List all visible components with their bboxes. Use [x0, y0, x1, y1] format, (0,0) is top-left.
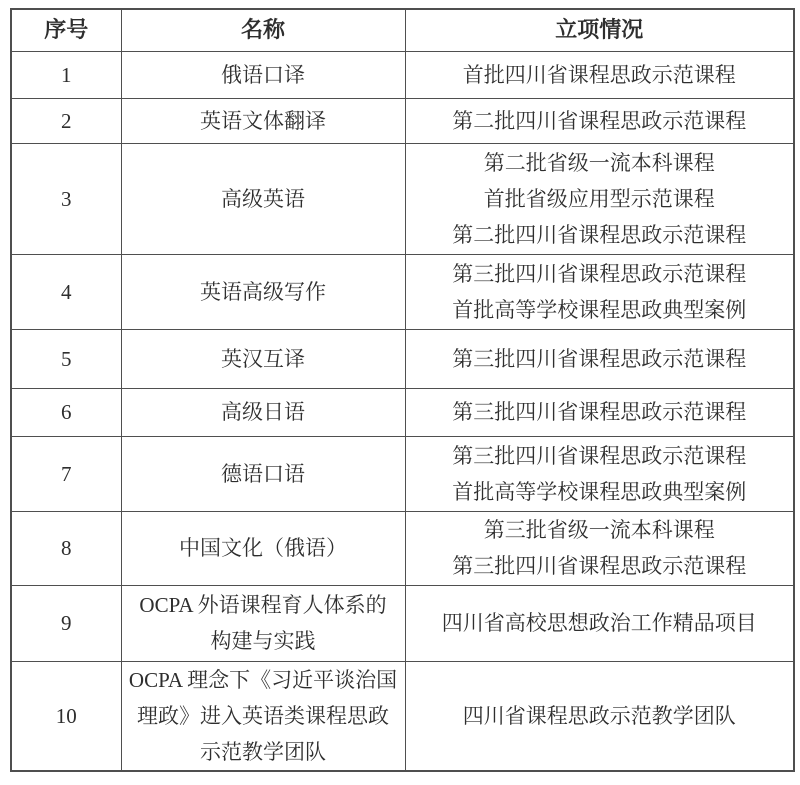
cell-status — [405, 51, 794, 98]
cell-name — [121, 98, 405, 143]
cell-no — [11, 51, 121, 98]
cell-no — [11, 329, 121, 388]
cell-text: 中国文化（俄语） — [179, 536, 347, 560]
cell-text: 首批高等学校课程思政典型案例 — [452, 479, 747, 504]
table-row — [11, 388, 794, 436]
table-row — [11, 98, 794, 143]
cell-text: 第三批四川省课程思政示范课程 — [452, 400, 747, 424]
cell-no — [11, 388, 121, 436]
header-status: 立项情况 — [405, 9, 794, 51]
cell-name — [121, 51, 405, 98]
cell-text: 四川省课程思政示范教学团队 — [462, 703, 736, 728]
cell-text: 1 — [61, 62, 72, 87]
table-row — [11, 436, 794, 511]
cell-status — [405, 511, 794, 585]
cell-text: 第三批四川省课程思政示范课程 — [452, 261, 747, 286]
cell-status — [405, 143, 794, 254]
cell-text: 第三批省级一流本科课程 — [483, 518, 715, 542]
cell-status — [405, 329, 794, 388]
cell-no — [11, 436, 121, 511]
cell-text: 2 — [61, 108, 72, 133]
table-row — [11, 585, 794, 661]
cell-no — [11, 585, 121, 661]
cell-status — [405, 436, 794, 511]
cell-text: 俄语口译 — [221, 62, 305, 87]
cell-name — [121, 661, 405, 771]
cell-text: 3 — [61, 186, 72, 211]
cell-text: 第三批四川省课程思政示范课程 — [452, 346, 747, 371]
cell-name — [121, 329, 405, 388]
table-row — [11, 51, 794, 98]
table-row — [11, 143, 794, 254]
cell-text: 7 — [61, 461, 72, 486]
cell-name — [121, 511, 405, 585]
cell-status — [405, 661, 794, 771]
table-row — [11, 329, 794, 388]
cell-text: 构建与实践 — [210, 629, 316, 653]
cell-name — [121, 143, 405, 254]
cell-text: 8 — [61, 536, 72, 560]
cell-text: 高级日语 — [221, 400, 305, 424]
cell-text: 第二批四川省课程思政示范课程 — [452, 108, 747, 133]
cell-status — [405, 254, 794, 329]
cell-name — [121, 585, 405, 661]
cell-no — [11, 98, 121, 143]
cell-text: OCPA 理念下《习近平谈治国 — [128, 667, 398, 692]
cell-no — [11, 143, 121, 254]
table-row — [11, 661, 794, 771]
cell-text: 首批四川省课程思政示范课程 — [462, 62, 736, 87]
cell-text: 第二批四川省课程思政示范课程 — [452, 222, 747, 247]
cell-text: 英语高级写作 — [200, 279, 326, 304]
course-table — [10, 8, 795, 772]
cell-text: 首批高等学校课程思政典型案例 — [452, 297, 747, 322]
cell-text: 第三批四川省课程思政示范课程 — [452, 554, 747, 578]
cell-name — [121, 254, 405, 329]
cell-text: 英语文体翻译 — [200, 108, 326, 133]
cell-text: 示范教学团队 — [200, 739, 326, 764]
cell-text: 理政》进入英语类课程思政 — [137, 703, 389, 728]
cell-text: 首批省级应用型示范课程 — [483, 186, 715, 211]
header-name: 名称 — [121, 9, 405, 51]
cell-no — [11, 511, 121, 585]
cell-text: 英汉互译 — [221, 346, 305, 371]
cell-no — [11, 254, 121, 329]
cell-name — [121, 436, 405, 511]
cell-text: 高级英语 — [221, 186, 305, 211]
cell-text: 9 — [61, 611, 72, 635]
document-table-container — [10, 8, 795, 772]
header-row — [11, 9, 794, 51]
cell-text: 4 — [61, 279, 72, 304]
cell-text: 第三批四川省课程思政示范课程 — [452, 443, 747, 468]
cell-text: 10 — [55, 703, 77, 728]
cell-text: 5 — [61, 346, 72, 371]
cell-status — [405, 388, 794, 436]
cell-text: 6 — [61, 400, 72, 424]
cell-text: 第二批省级一流本科课程 — [483, 150, 715, 175]
cell-status — [405, 585, 794, 661]
cell-text: 德语口语 — [221, 461, 305, 486]
table-row — [11, 511, 794, 585]
table-row — [11, 254, 794, 329]
cell-text: OCPA 外语课程育人体系的 — [139, 593, 387, 617]
cell-no — [11, 661, 121, 771]
cell-status — [405, 98, 794, 143]
header-no: 序号 — [11, 9, 121, 51]
cell-name — [121, 388, 405, 436]
cell-text: 四川省高校思想政治工作精品项目 — [441, 611, 757, 635]
